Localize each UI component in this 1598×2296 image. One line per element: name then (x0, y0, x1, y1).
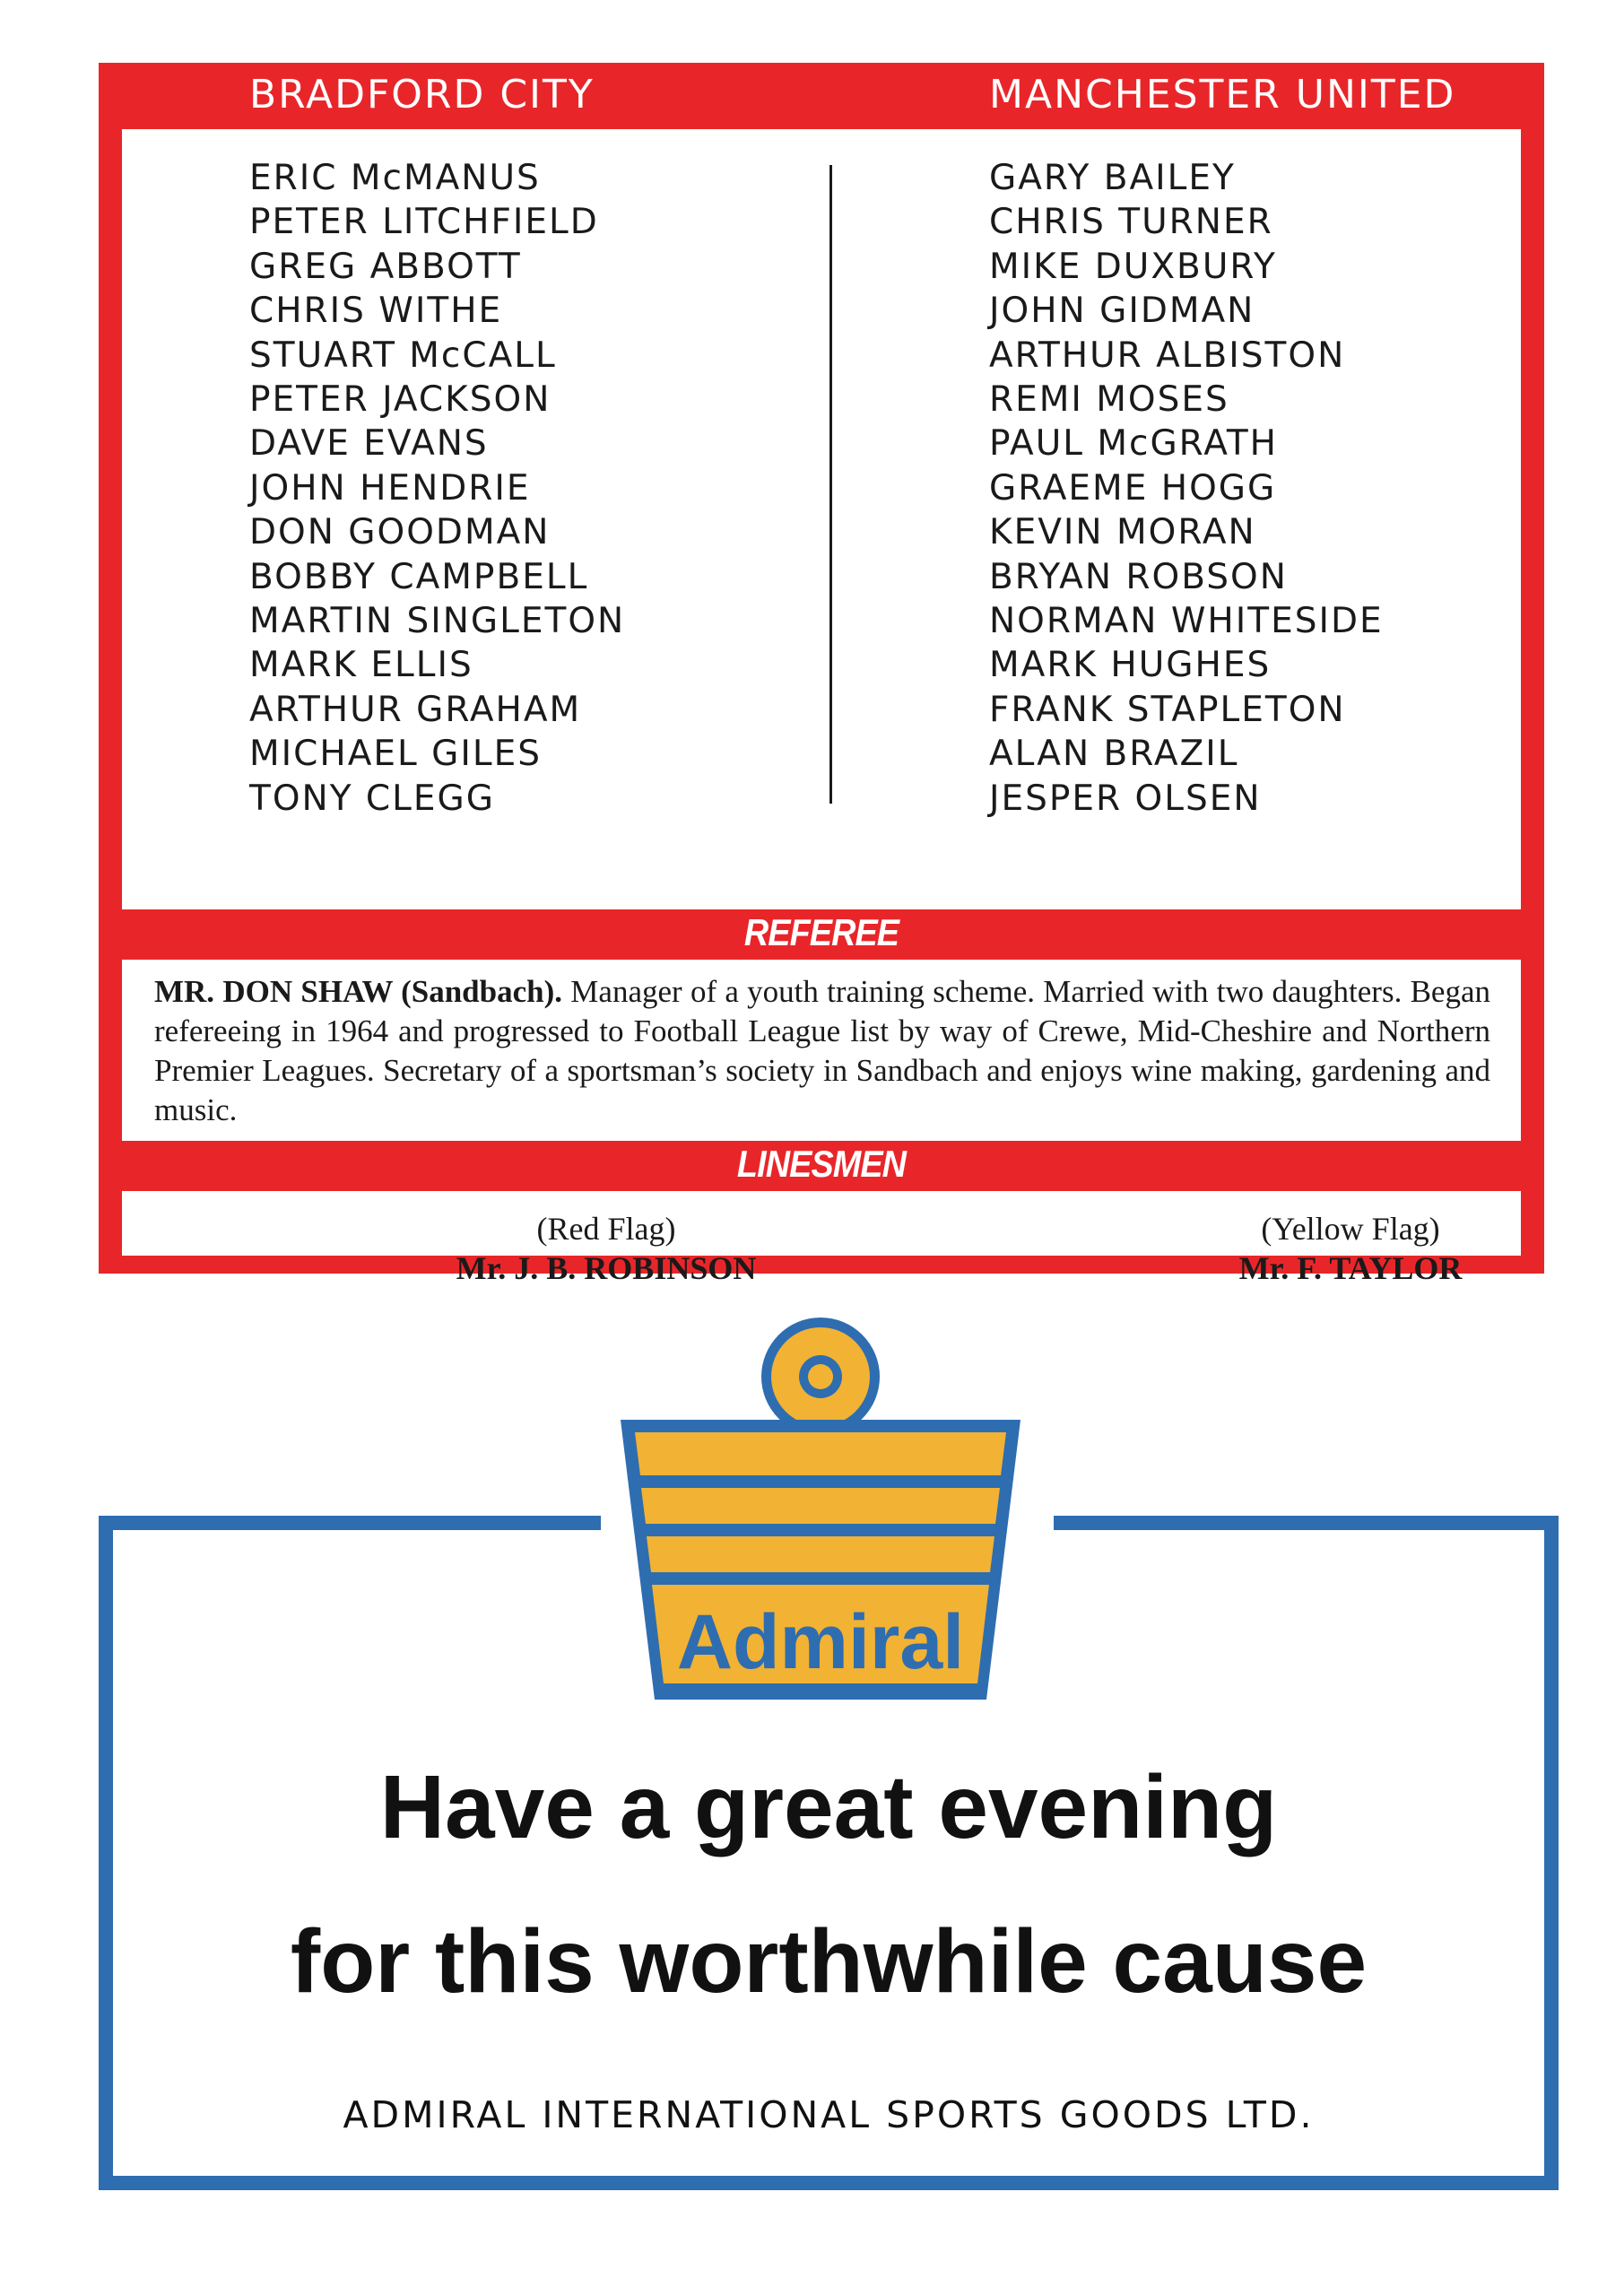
home-team-name: BRADFORD CITY (249, 72, 595, 117)
advert-headline-second: for this worthwhile cause (290, 1911, 1368, 2012)
player-name: BOBBY CAMPBELL (249, 556, 589, 597)
player-name: ERIC McMANUS (249, 158, 541, 198)
team-divider (829, 165, 832, 804)
player-name: ALAN BRAZIL (989, 734, 1239, 775)
player-name: JOHN HENDRIE (249, 467, 531, 509)
player-name: BRYAN ROBSON (989, 556, 1288, 597)
linesman-flag-label: (Red Flag) (536, 1211, 676, 1247)
linesman-name: Mr. F. TAYLOR (1238, 1250, 1463, 1286)
player-name: PAUL McGRATH (989, 423, 1279, 465)
linesman-yellow-flag (1081, 1209, 1598, 1288)
admiral-logo-icon (610, 1305, 1031, 1709)
player-name: CHRIS WITHE (249, 291, 503, 332)
player-name: GREG ABBOTT (249, 246, 522, 287)
player-name: DAVE EVANS (249, 423, 489, 465)
player-name: GRAEME HOGG (989, 467, 1277, 509)
linesman-flag-label: (Yellow Flag) (1261, 1211, 1440, 1247)
away-team-name: MANCHESTER UNITED (989, 72, 1456, 117)
linesman-red-flag (337, 1209, 875, 1288)
player-name: REMI MOSES (989, 379, 1229, 421)
player-name: FRANK STAPLETON (989, 689, 1346, 730)
linesmen-section (122, 1191, 1521, 1286)
player-name: STUART McCALL (249, 335, 557, 376)
referee-heading: REFEREE (743, 911, 899, 953)
referee-name: MR. DON SHAW (Sandbach). (154, 974, 563, 1009)
player-name: DON GOODMAN (249, 512, 551, 553)
player-name: MARTIN SINGLETON (249, 601, 626, 642)
away-squad-list (989, 156, 1384, 821)
player-name: JOHN GIDMAN (989, 291, 1255, 332)
team-lists (122, 129, 1521, 909)
admiral-logo-text: Admiral (676, 1599, 965, 1685)
linesman-name: Mr. J. B. ROBINSON (456, 1250, 757, 1286)
advert-headline-first: Have a great evening (379, 1757, 1278, 1857)
player-name: ARTHUR GRAHAM (249, 689, 582, 730)
player-name: ARTHUR ALBISTON (989, 335, 1346, 376)
referee-section (122, 960, 1521, 1141)
player-name: NORMAN WHITESIDE (989, 601, 1384, 642)
player-name: CHRIS TURNER (989, 202, 1273, 243)
player-name: MICHAEL GILES (249, 734, 543, 775)
player-name: KEVIN MORAN (989, 512, 1256, 553)
player-name: MARK ELLIS (249, 645, 473, 686)
home-squad-list (249, 156, 625, 821)
team-sheet-panel (99, 63, 1544, 1286)
player-name: GARY BAILEY (989, 158, 1236, 198)
linesmen-heading: LINESMEN (736, 1143, 907, 1185)
referee-bio: Manager of a youth training scheme. Married with two daughters. Began refereeing in 1964 and progressed to Football League list by way of Crewe, Mid-Cheshire and Northern Premier Leagues. Secretary of a sportsman’s society in Sandbach and enjoys wine making, gardening and music. (154, 974, 1491, 1127)
player-name: JESPER OLSEN (989, 778, 1262, 819)
referee-text (154, 972, 1490, 1130)
advert-company-name: ADMIRAL INTERNATIONAL SPORTS GOODS LTD. (343, 2093, 1315, 2136)
player-name: PETER JACKSON (249, 379, 551, 421)
player-name: TONY CLEGG (249, 778, 495, 819)
player-name: MARK HUGHES (989, 645, 1272, 686)
player-name: MIKE DUXBURY (989, 246, 1277, 287)
player-name: PETER LITCHFIELD (249, 202, 599, 243)
